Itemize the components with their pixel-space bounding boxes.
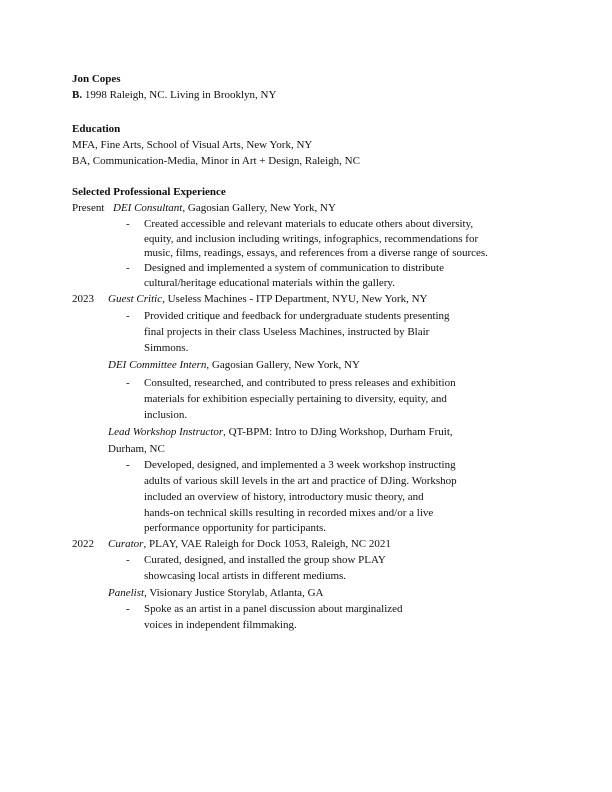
bullet-line: included an overview of history, introductory music theory, and bbox=[144, 491, 424, 503]
experience-title bbox=[108, 586, 323, 600]
role-title: Curator bbox=[108, 538, 144, 550]
bullet-line: music, films, readings, essays, and references from a diverse range of sources. bbox=[144, 247, 488, 259]
bullet-line: Designed and implemented a system of communication to distribute bbox=[144, 262, 444, 274]
bullet-line: cultural/heritage educational materials within the gallery. bbox=[144, 277, 395, 289]
experience-title bbox=[108, 537, 391, 551]
bullet-line: inclusion. bbox=[144, 409, 188, 421]
bullet-dash: - bbox=[126, 603, 130, 615]
experience-title bbox=[113, 201, 336, 215]
role-org: , Visionary Justice Storylab, Atlanta, GA bbox=[144, 587, 324, 599]
role-title: Guest Critic bbox=[108, 293, 163, 305]
role-org: , Useless Machines - ITP Department, NYU, New York, NY bbox=[162, 293, 428, 305]
bullet-line: materials for exhibition especially pertaining to diversity, equity, and bbox=[144, 393, 447, 405]
bullet-line: final projects in their class Useless Machines, instructed by Blair bbox=[144, 326, 430, 338]
role-org: , Gagosian Gallery, New York, NY bbox=[182, 202, 336, 214]
role-title: DEI Consultant bbox=[113, 202, 183, 214]
role-org: , PLAY, VAE Raleigh for Dock 1053, Raleigh, NC 2021 bbox=[143, 538, 391, 550]
role-org-continued: Durham, NC bbox=[108, 443, 165, 455]
birth-info bbox=[72, 88, 276, 102]
year-label: Present bbox=[72, 202, 105, 214]
bullet-line: showcasing local artists in different mediums. bbox=[144, 570, 347, 582]
bullet-line: Curated, designed, and installed the group show PLAY bbox=[144, 554, 386, 566]
bullet-line: Developed, designed, and implemented a 3 week workshop instructing bbox=[144, 459, 456, 471]
bullet-line: Spoke as an artist in a panel discussion about marginalized bbox=[144, 603, 403, 615]
bullet-line: Simmons. bbox=[144, 342, 189, 354]
bullet-line: adults of various skill levels in the art and practice of DJing. Workshop bbox=[144, 475, 457, 487]
person-name: Jon Copes bbox=[72, 73, 121, 85]
bullet-dash: - bbox=[126, 554, 130, 566]
bullet-dash: - bbox=[126, 459, 130, 471]
experience-title bbox=[108, 425, 453, 439]
year-label: 2022 bbox=[72, 538, 94, 550]
bullet-line: voices in independent filmmaking. bbox=[144, 619, 297, 631]
experience-title bbox=[108, 292, 427, 306]
experience-title bbox=[108, 358, 360, 372]
bullet-line: Consulted, researched, and contributed to press releases and exhibition bbox=[144, 377, 456, 389]
bullet-line: Created accessible and relevant materials to educate others about diversity, bbox=[144, 218, 474, 230]
bullet-dash: - bbox=[126, 218, 130, 230]
bullet-dash: - bbox=[126, 262, 130, 274]
role-title: Panelist bbox=[108, 587, 145, 599]
role-org: , Gagosian Gallery, New York, NY bbox=[206, 359, 360, 371]
born-label: B. bbox=[72, 89, 83, 101]
born-text: 1998 Raleigh, NC. Living in Brooklyn, NY bbox=[82, 89, 277, 101]
role-title: DEI Committee Intern bbox=[108, 359, 207, 371]
bullet-dash: - bbox=[126, 310, 130, 322]
year-label: 2023 bbox=[72, 293, 94, 305]
role-org: , QT-BPM: Intro to DJing Workshop, Durham Fruit, bbox=[223, 426, 453, 438]
education-item: BA, Communication-Media, Minor in Art + Design, Raleigh, NC bbox=[72, 155, 360, 167]
bullet-line: Provided critique and feedback for undergraduate students presenting bbox=[144, 310, 450, 322]
education-heading: Education bbox=[72, 123, 121, 135]
education-item: MFA, Fine Arts, School of Visual Arts, New York, NY bbox=[72, 139, 313, 151]
bullet-line: hands-on technical skills resulting in recorded mixes and/or a live bbox=[144, 507, 434, 519]
bullet-dash: - bbox=[126, 377, 130, 389]
bullet-line: performance opportunity for participants. bbox=[144, 522, 327, 534]
bullet-line: equity, and inclusion including writings, infographics, recommendations for bbox=[144, 233, 479, 245]
experience-heading: Selected Professional Experience bbox=[72, 186, 226, 198]
role-title: Lead Workshop Instructor bbox=[108, 426, 224, 438]
